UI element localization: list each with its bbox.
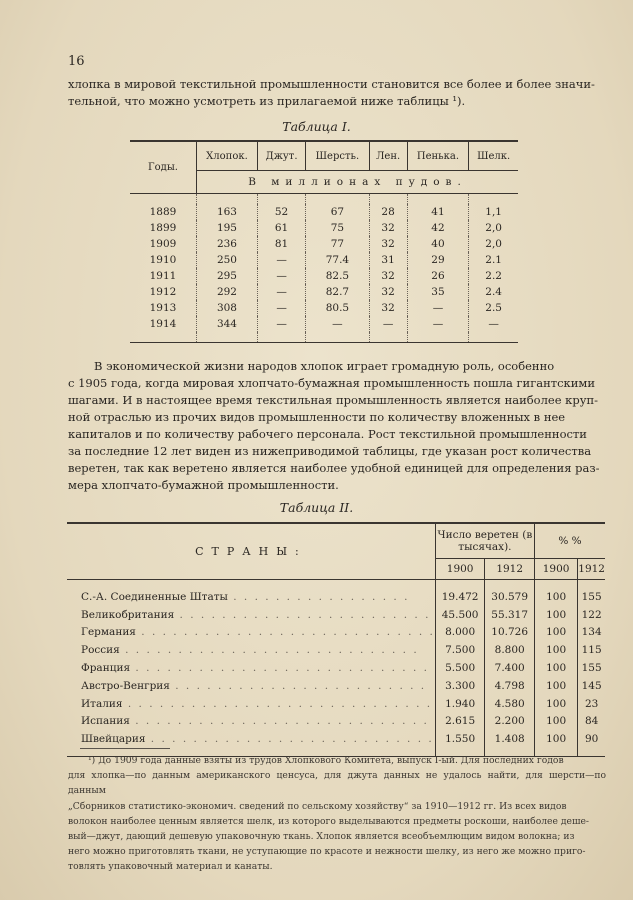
table2-caption: Таблица II. bbox=[279, 500, 354, 515]
table1-header-cotton: Хлопок. bbox=[197, 141, 258, 171]
table2-cell: 4.580 bbox=[485, 695, 535, 713]
table2-header-spindles: Число веретен (в тысячах). bbox=[435, 523, 534, 559]
table2-cell: 3.300 bbox=[435, 677, 485, 695]
intro-line: хлопка в мировой текстильной промышленности становится все более и более значи- bbox=[68, 77, 595, 91]
table2-cell: 4.798 bbox=[485, 677, 535, 695]
body-paragraph bbox=[68, 358, 604, 494]
table1-cell: 344 bbox=[197, 316, 258, 332]
country-name: Испания bbox=[81, 715, 130, 728]
table1-cell: — bbox=[257, 316, 305, 332]
table2-cell: 7.500 bbox=[435, 641, 485, 659]
table-row bbox=[130, 252, 518, 268]
table1-cell: 1911 bbox=[149, 270, 177, 282]
country-name: Италия bbox=[81, 697, 123, 710]
table1-cell: 2,0 bbox=[469, 220, 518, 236]
table1-header-wool: Шерсть. bbox=[306, 141, 369, 171]
footnote-divider bbox=[80, 748, 170, 749]
country-name: Великобритания bbox=[81, 608, 175, 621]
table1-cell: 2.5 bbox=[469, 300, 518, 316]
table2-cell: 155 bbox=[578, 588, 605, 606]
table1 bbox=[130, 140, 518, 343]
table2-header-percent: % % bbox=[534, 523, 605, 559]
table1-cell: 1909 bbox=[149, 238, 177, 250]
table1-cell: 32 bbox=[369, 220, 407, 236]
table1-cell: 61 bbox=[257, 220, 305, 236]
table1-header-silk: Шелк. bbox=[469, 141, 518, 171]
table2-cell: 100 bbox=[534, 677, 577, 695]
table2-cell: 100 bbox=[534, 606, 577, 624]
table1-header-years: Годы. bbox=[130, 141, 197, 194]
table2-header-year: 1912 bbox=[485, 559, 535, 580]
table1-cell: — bbox=[257, 300, 305, 316]
table2-cell: 100 bbox=[534, 730, 577, 748]
table1-cell: 42 bbox=[407, 220, 469, 236]
table2-cell: 5.500 bbox=[435, 659, 485, 677]
table1-cell: 163 bbox=[197, 204, 258, 220]
table2-cell: 134 bbox=[578, 624, 605, 642]
table-row: С.-А. Соединенные Штаты . . . . . . . . . . . . . . . . . 19.472 30.579 100 155 bbox=[67, 588, 605, 606]
table1-cell: 26 bbox=[407, 268, 469, 284]
table2-cell: 1.550 bbox=[435, 730, 485, 748]
table2-cell: 2.615 bbox=[435, 713, 485, 731]
table-row bbox=[130, 284, 518, 300]
table1-cell: 1912 bbox=[149, 286, 177, 298]
country-name: Швейцария bbox=[81, 733, 146, 746]
table2-cell: 90 bbox=[578, 730, 605, 748]
table-row bbox=[130, 204, 518, 220]
intro-paragraph bbox=[68, 76, 604, 110]
table-row bbox=[130, 268, 518, 284]
table2-cell: 7.400 bbox=[485, 659, 535, 677]
body-line: шагами. И в настоящее время текстильная промышленность является наиболее круп- bbox=[68, 393, 599, 407]
table-row: Австро-Венгрия . . . . . . . . . . . . . . . . . . . . . . . . 3.300 4.798 100 145 bbox=[67, 677, 605, 695]
table2-cell: 122 bbox=[578, 606, 605, 624]
country-name: Франция bbox=[81, 662, 131, 675]
table1-cell: 77.4 bbox=[306, 252, 369, 268]
footnote-line: волокон наиболее ценным является шелк, из которого выделываются предметы роскоши, наиболее деше- bbox=[68, 815, 590, 827]
table1-cell: 32 bbox=[369, 236, 407, 252]
table2-cell: 145 bbox=[578, 677, 605, 695]
table1-cell: — bbox=[469, 316, 518, 332]
table1-cell: 1914 bbox=[149, 318, 177, 330]
table1-cell: 2,0 bbox=[469, 236, 518, 252]
table2-header-year: 1900 bbox=[534, 559, 577, 580]
table2-cell: 55.317 bbox=[485, 606, 535, 624]
footnote bbox=[68, 753, 606, 875]
footnote-line: для хлопка—по данным американского ценсуса, для джута данных не удалось найти, для шерсти—по данным bbox=[68, 770, 606, 797]
country-name: Россия bbox=[81, 644, 120, 657]
body-line: с 1905 года, когда мировая хлопчато-бумажная промышленность пошла гигантскими bbox=[68, 376, 596, 390]
table2-cell: 2.200 bbox=[485, 713, 535, 731]
footnote-line: него можно приготовлять ткани, не уступающие по красоте и нежности шелку, из него же можно приго- bbox=[68, 846, 586, 858]
page-number: 16 bbox=[68, 54, 85, 69]
table2-cell: 100 bbox=[534, 641, 577, 659]
table1-cell: 80.5 bbox=[306, 300, 369, 316]
table1-cell: 77 bbox=[306, 236, 369, 252]
table1-cell: 2.1 bbox=[469, 252, 518, 268]
body-line: В экономической жизни народов хлопок играет громадную роль, особенно bbox=[94, 359, 555, 373]
table1-cell: 250 bbox=[197, 252, 258, 268]
table-row: Италия . . . . . . . . . . . . . . . . . . . . . . . . . . . . . 1.940 4.580 100 23 bbox=[67, 695, 605, 713]
table1-header-flax: Лен. bbox=[369, 141, 407, 171]
table1-cell: — bbox=[257, 284, 305, 300]
body-line: ной отраслью из прочих видов промышленности по количеству вложенных в нее bbox=[68, 410, 566, 424]
intro-line: тельной, что можно усмотреть из прилагаемой ниже таблицы ¹). bbox=[68, 94, 466, 108]
table1-cell: — bbox=[407, 316, 469, 332]
table2-cell: 19.472 bbox=[435, 588, 485, 606]
table2-cell: 100 bbox=[534, 713, 577, 731]
table1-cell: 67 bbox=[306, 204, 369, 220]
table1-cell: 2.2 bbox=[469, 268, 518, 284]
table1-cell: 35 bbox=[407, 284, 469, 300]
table1-cell: 41 bbox=[407, 204, 469, 220]
table2 bbox=[67, 522, 605, 757]
table1-cell: 32 bbox=[369, 268, 407, 284]
table1-cell: 295 bbox=[197, 268, 258, 284]
table-row: Испания . . . . . . . . . . . . . . . . . . . . . . . . . . . . 2.615 2.200 100 84 bbox=[67, 713, 605, 731]
country-name: С.-А. Соединенные Штаты bbox=[81, 590, 228, 603]
table1-cell: 2.4 bbox=[469, 284, 518, 300]
table-row: Швейцария . . . . . . . . . . . . . . . . . . . . . . . . . . . 1.550 1.408 100 90 bbox=[67, 730, 605, 748]
table1-header-hemp: Пенька. bbox=[407, 141, 469, 171]
table1-cell: 308 bbox=[197, 300, 258, 316]
table1-cell: 32 bbox=[369, 284, 407, 300]
footnote-line: вый—джут, дающий дешевую упаковочную ткань. Хлопок является всеобъемлющим видом волокна; из bbox=[68, 831, 575, 843]
table1-cell: 82.5 bbox=[306, 268, 369, 284]
table1-cell: 82.7 bbox=[306, 284, 369, 300]
country-name: Германия bbox=[81, 626, 136, 639]
footnote-line: ¹) До 1909 года данные взяты из трудов Хлопкового Комитета, выпуск I-ый. Для последних годов bbox=[88, 755, 564, 766]
table1-cell: 236 bbox=[197, 236, 258, 252]
body-line: капиталов и по количеству рабочего персонала. Рост текстильной промышленности bbox=[68, 427, 587, 441]
table2-cell: 1.408 bbox=[485, 730, 535, 748]
table-row bbox=[130, 300, 518, 316]
country-name: Австро-Венгрия bbox=[81, 679, 170, 692]
table2-cell: 155 bbox=[578, 659, 605, 677]
table1-cell: — bbox=[257, 252, 305, 268]
body-line: веретен, так как веретено является наиболее удобной единицей для определения раз- bbox=[68, 461, 600, 475]
table-row: Германия . . . . . . . . . . . . . . . . . . . . . . . . . . . . 8.000 10.726 100 134 bbox=[67, 624, 605, 642]
table2-cell: 1.940 bbox=[435, 695, 485, 713]
table1-cell: 1913 bbox=[149, 302, 177, 314]
table-row bbox=[130, 236, 518, 252]
table1-cell: 1889 bbox=[149, 206, 177, 218]
table-row bbox=[130, 220, 518, 236]
table1-cell: 52 bbox=[257, 204, 305, 220]
table2-cell: 23 bbox=[578, 695, 605, 713]
table1-cell: 195 bbox=[197, 220, 258, 236]
table1-cell: 75 bbox=[306, 220, 369, 236]
table2-cell: 115 bbox=[578, 641, 605, 659]
table2-cell: 100 bbox=[534, 659, 577, 677]
table2-cell: 10.726 bbox=[485, 624, 535, 642]
table-row: Великобритания . . . . . . . . . . . . . . . . . . . . . . . . 45.500 55.317 100 122 bbox=[67, 606, 605, 624]
table-row: Франция . . . . . . . . . . . . . . . . . . . . . . . . . . . . 5.500 7.400 100 155 bbox=[67, 659, 605, 677]
table1-cell: 28 bbox=[369, 204, 407, 220]
table1-cell: 292 bbox=[197, 284, 258, 300]
table1-cell: 1,1 bbox=[469, 204, 518, 220]
table1-cell: — bbox=[369, 316, 407, 332]
table2-header-year: 1900 bbox=[435, 559, 485, 580]
table-row bbox=[130, 316, 518, 332]
table1-cell: 81 bbox=[257, 236, 305, 252]
footnote-line: „Сборников статистико-экономич. сведений по сельскому хозяйству“ за 1910—1912 гг. Из всех видов bbox=[68, 800, 567, 812]
table2-cell: 8.800 bbox=[485, 641, 535, 659]
table-row: Россия . . . . . . . . . . . . . . . . . . . . . . . . . . . . 7.500 8.800 100 115 bbox=[67, 641, 605, 659]
table1-cell: 32 bbox=[369, 300, 407, 316]
table2-cell: 100 bbox=[534, 624, 577, 642]
table1-cell: 31 bbox=[369, 252, 407, 268]
table1-cell: — bbox=[306, 316, 369, 332]
table1-cell: 1910 bbox=[149, 254, 177, 266]
table1-cell: 40 bbox=[407, 236, 469, 252]
table1-header-jute: Джут. bbox=[257, 141, 305, 171]
table1-caption: Таблица I. bbox=[282, 119, 351, 134]
table1-cell: — bbox=[257, 268, 305, 284]
table1-cell: — bbox=[407, 300, 469, 316]
table2-cell: 45.500 bbox=[435, 606, 485, 624]
footnote-line: товлять упаковочный материал и канаты. bbox=[68, 861, 273, 873]
table1-units: В миллионах пудов. bbox=[197, 171, 519, 194]
body-line: за последние 12 лет виден из нижеприводимой таблицы, где указан рост количества bbox=[68, 444, 592, 458]
table2-cell: 30.579 bbox=[485, 588, 535, 606]
table2-cell: 100 bbox=[534, 695, 577, 713]
table2-header-year: 1912 bbox=[578, 559, 605, 580]
table2-cell: 8.000 bbox=[435, 624, 485, 642]
table1-cell: 1899 bbox=[149, 222, 177, 234]
table2-cell: 84 bbox=[578, 713, 605, 731]
table2-header-country: СТРАНЫ: bbox=[67, 523, 435, 580]
body-line: мера хлопчато-бумажной промышленности. bbox=[68, 478, 339, 492]
table1-cell: 29 bbox=[407, 252, 469, 268]
table2-cell: 100 bbox=[534, 588, 577, 606]
